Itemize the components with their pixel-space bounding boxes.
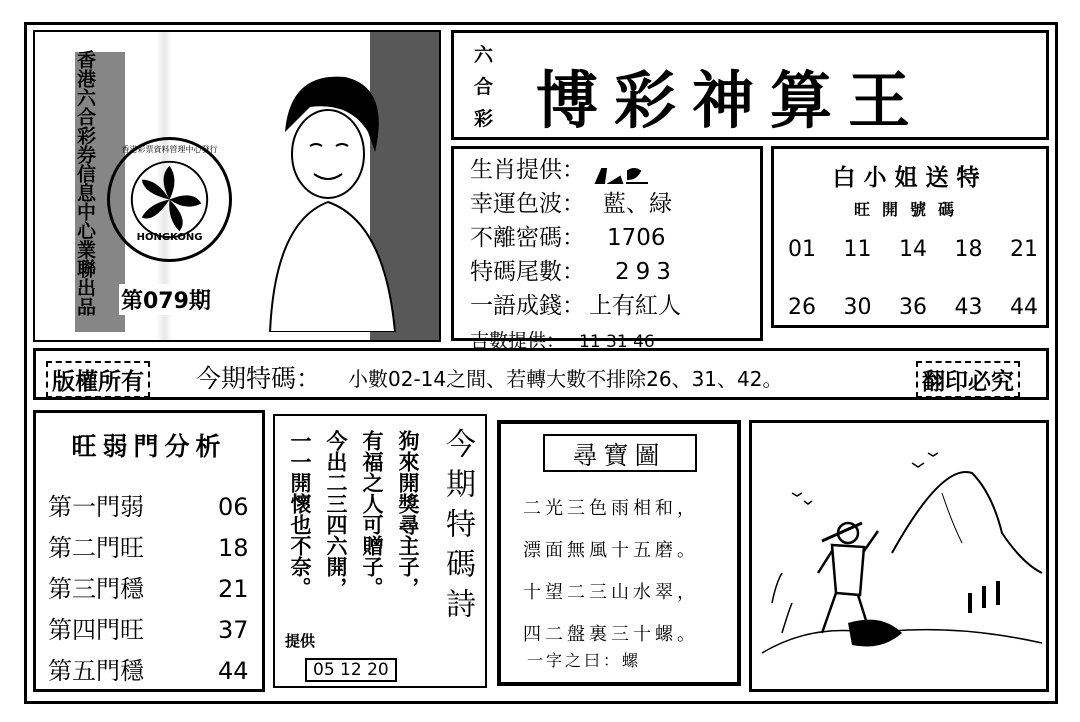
- title-prefix: [474, 39, 504, 135]
- info-row: [470, 289, 760, 323]
- title-prefix-char: 彩: [474, 108, 494, 130]
- info-label: 幸運色波：: [470, 191, 585, 217]
- treasure-heading: 尋寶圖: [572, 441, 666, 470]
- special-number: 18: [954, 237, 983, 262]
- doors-box: [33, 410, 265, 692]
- special-number: 26: [788, 295, 816, 320]
- door-label: 第五門穩: [48, 657, 144, 685]
- info-value: 上有紅人: [589, 293, 681, 319]
- special-number: 44: [1010, 295, 1038, 320]
- special-number: 01: [788, 237, 816, 262]
- illustration-box: [749, 420, 1049, 692]
- special-number: 30: [843, 295, 872, 320]
- hongkong-seal: [107, 137, 232, 262]
- door-row: [48, 651, 258, 692]
- doors-heading: 旺弱門分析: [71, 432, 227, 461]
- info-row: [470, 153, 760, 187]
- info-box: [451, 146, 763, 352]
- door-label: 第三門穩: [48, 575, 144, 603]
- special-heading: 白小姐送特: [832, 164, 988, 191]
- main-title: 博彩神算王: [536, 64, 927, 137]
- photo-vertical-text: 香港六合彩券信息中心業聯出品: [74, 50, 96, 316]
- info-rows: [470, 153, 760, 359]
- treasure-box: [497, 420, 741, 686]
- special-number: 14: [899, 237, 927, 262]
- treasure-line: 十望二三山水翠，: [523, 582, 699, 603]
- info-row: [470, 187, 760, 221]
- special-box: [771, 146, 1049, 328]
- banner-left: 版權所有: [46, 361, 150, 398]
- info-label: 生肖提供：: [470, 157, 585, 183]
- door-label: 第二門旺: [48, 534, 144, 562]
- door-row: [48, 487, 258, 528]
- special-code-banner: [33, 348, 1049, 400]
- verse-provided-numbers: 05 12 20: [305, 658, 397, 682]
- info-label: 不離密碼：: [470, 225, 585, 251]
- info-value: 293: [615, 259, 677, 285]
- door-row: [48, 569, 258, 610]
- treasure-line: 四二盤裏三十螺。: [523, 624, 699, 645]
- info-label: 吉數提供：: [470, 330, 566, 352]
- treasure-line: 二光三色雨相和，: [523, 498, 699, 519]
- door-number: 44: [218, 657, 249, 685]
- door-number: 18: [218, 534, 249, 562]
- door-label: 第四門旺: [48, 616, 144, 644]
- cover-photo: [33, 30, 441, 342]
- landscape-illustration: [752, 423, 1046, 689]
- banner-text: 小數02-14之間、若轉大數不排除26、31、42。: [348, 367, 783, 391]
- door-number: 21: [218, 575, 249, 603]
- special-number: 21: [1010, 237, 1038, 262]
- title-prefix-char: 六: [474, 44, 494, 66]
- info-value: 1706: [607, 225, 666, 251]
- special-number: 36: [899, 295, 927, 320]
- info-label: 一語成錢：: [470, 293, 585, 319]
- seal-label: HONGKONG: [136, 232, 203, 243]
- treasure-line: 漂面無風十五磨。: [523, 540, 699, 561]
- special-number: 11: [843, 237, 872, 262]
- banner-right: 翻印必究: [916, 361, 1020, 398]
- door-row: [48, 610, 258, 651]
- special-subheading: 旺開號碼: [853, 200, 966, 219]
- verse-column: 有福之人可贈子。: [360, 430, 385, 598]
- seal-ring-text: 香港彩票資料管理中心發行: [121, 145, 218, 154]
- verse-column: 一一開懷也不奈。: [288, 430, 313, 598]
- treasure-poem: [523, 488, 733, 656]
- title-prefix-char: 合: [474, 76, 494, 98]
- info-value: 11 31 46: [579, 332, 655, 352]
- info-value: 藍、緑: [603, 191, 672, 217]
- treasure-answer: 一字之曰：螺: [527, 651, 642, 670]
- title-box: [451, 30, 1049, 140]
- banner-label: 今期特碼：: [196, 364, 322, 393]
- verse-column: 今出二三四六開，: [324, 430, 349, 598]
- zodiac-icon: [592, 161, 652, 181]
- info-row: [470, 221, 760, 255]
- doors-list: [48, 487, 258, 692]
- info-row: [470, 255, 760, 289]
- door-number: 06: [218, 493, 249, 521]
- verse-side-title: 今期特碼詩: [440, 428, 475, 628]
- special-number: 43: [954, 295, 983, 320]
- door-number: 37: [218, 616, 249, 644]
- door-label: 第一門弱: [48, 493, 144, 521]
- woman-figure: [250, 62, 400, 332]
- verse-provided-label: 提供: [285, 632, 316, 650]
- verse-box: [273, 414, 487, 688]
- verse-column: 狗來開獎尋主子，: [396, 430, 421, 598]
- special-numbers-row2: [788, 295, 1038, 320]
- info-label: 特碼尾數：: [470, 259, 585, 285]
- door-row: [48, 528, 258, 569]
- special-numbers-row1: [788, 237, 1038, 262]
- issue-number: 第079期: [119, 284, 213, 315]
